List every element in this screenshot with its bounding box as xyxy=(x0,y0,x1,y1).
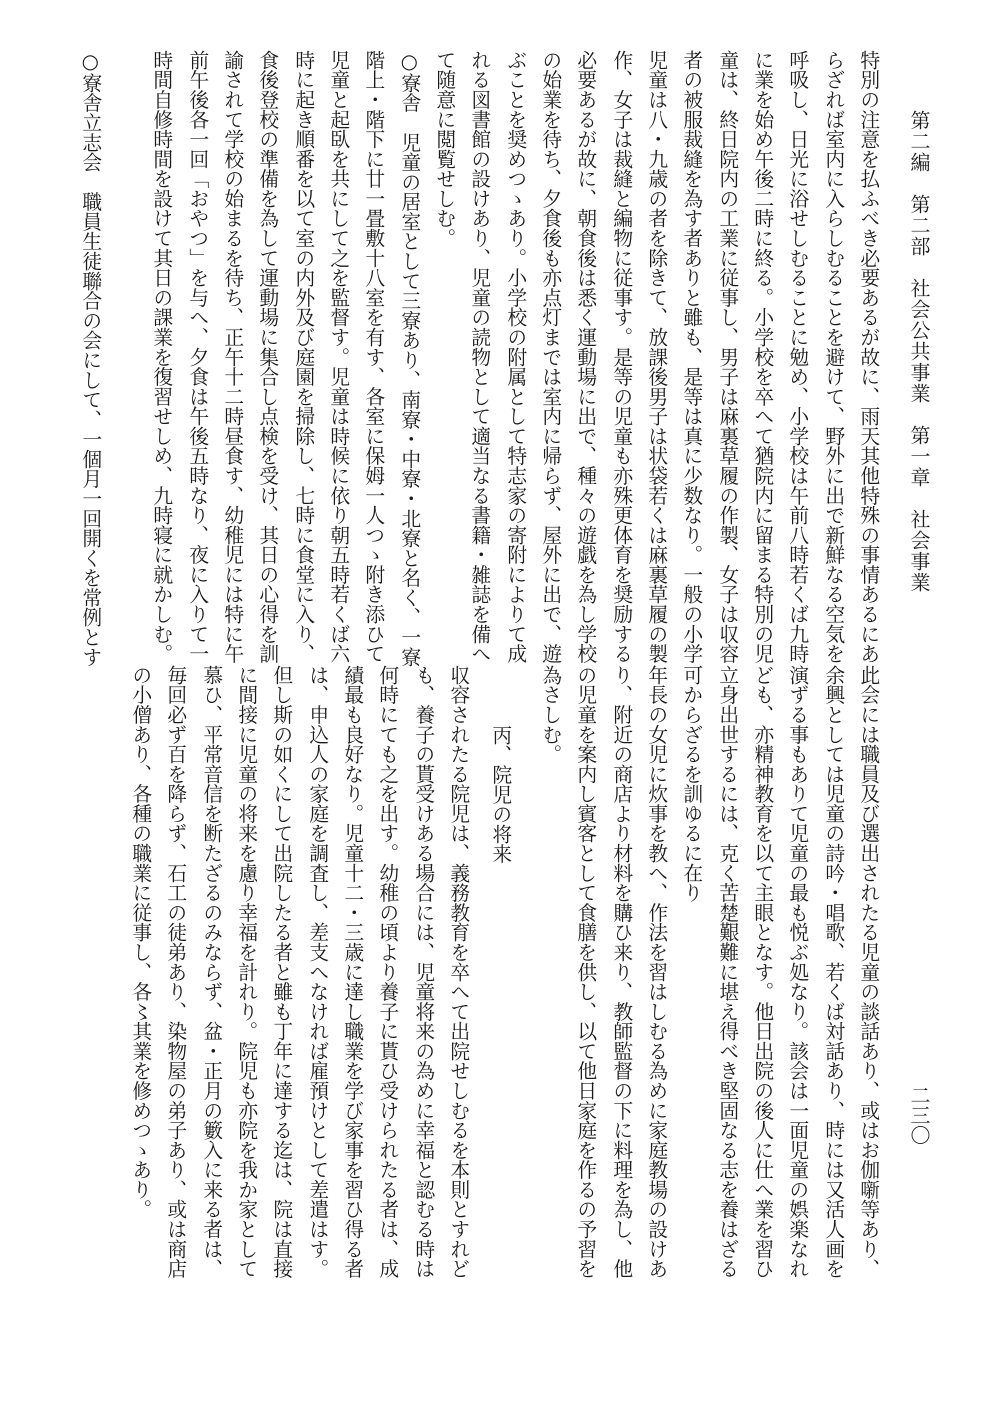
text-column: ども、亦精神教育を以て主眼となす。他日出院の後人に仕へ業を習ひ xyxy=(750,665,774,1279)
page-number: 二三〇 xyxy=(907,1085,931,1145)
text-column: 演ずる事もありて児童の最も悦ぶ処なり。該会は一面児童の娯楽なれ xyxy=(785,665,809,1279)
text-column: の始業を待ち、夕食後も亦点灯までは室内に帰らず、屋外に出で、遊 xyxy=(538,50,562,664)
text-column: て随意に閲覧せしむ。 xyxy=(432,50,456,248)
text-column: 食後登校の準備を為して運動場に集合し点検を受け、其日の心得を訓 xyxy=(255,50,279,664)
text-column: 呼吸し、日光に浴せしむることに勉め、小学校は午前八時若くば九時 xyxy=(785,50,809,664)
text-column: 前午後各一回「おやつ」を与へ、夕食は午後五時なり、夜に入りて一 xyxy=(185,50,209,664)
text-column: 童は、終日院内の工業に従事し、男子は麻裏草履の作製、女子は収容 xyxy=(715,50,739,664)
text-column: 作、女子は裁縫と編物に従事す。是等の児童も亦殊更体育を奨励する xyxy=(609,50,633,664)
text-column: ぶことを奨めつゝあり。小学校の附属として特志家の寄附によりて成 xyxy=(503,50,527,664)
text-column: に業を始め午後二時に終る。小学校を卒へて猶院内に留まる特別の児 xyxy=(750,50,774,664)
text-column: り、附近の商店より材料を購ひ来り、教師監督の下に料理を為し、他 xyxy=(609,665,633,1279)
text-column: 但し斯の如くにして出院したる者と雖も丁年に達する迄は、院は直接 xyxy=(269,665,293,1279)
text-column: 児童と起臥を共にして之を監督す。児童は時候に依り朝五時若くば六 xyxy=(326,50,350,664)
text-column: 児童は八・九歳の者を除きて、放課後男子は状袋若くは麻裏草履の製 xyxy=(644,50,668,664)
text-column: 此会には職員及び選出されたる児童の談話あり、或はお伽噺等あり、 xyxy=(856,665,880,1279)
text-column: 何時にても之を出す。幼稚の頃より養子に貰ひ受けられたる者は、成 xyxy=(375,665,399,1279)
text-column: 者の被服裁縫を為す者ありと雖も、是等は真に少数なり。一般の小学 xyxy=(679,50,703,664)
text-column: に間接に児童の将来を慮り幸福を計れり。院児も亦院を我か家として xyxy=(234,665,258,1279)
text-column: れる図書館の設けあり、児童の読物として適当なる書籍・雑誌を備へ xyxy=(467,50,491,664)
text-column: も、養子の貰受けある場合には、児童将来の為めに幸福と認むる時は xyxy=(411,665,435,1279)
text-column: 時間自修時間を設けて其日の課業を復習せしめ、九時寝に就かしむ。 xyxy=(149,50,173,664)
text-column: 収容されたる院児は、義務教育を卒へて出院せしむるを本則とすれど xyxy=(446,665,470,1279)
text-column: 慕ひ、平常音信を断たざるのみならず、盆・正月の籔入に来る者は、 xyxy=(199,665,223,1279)
text-column: 諭されて学校の始まるを待ち、正午十二時昼食す、幼稚児には特に午 xyxy=(220,50,244,664)
running-head: 第二編 第二部 社会公共事業 第一章 社会事業 xyxy=(907,110,931,593)
text-column: 績最も良好なり。児童十二・三歳に達し職業を学び家事を習ひ得る者 xyxy=(340,665,364,1279)
text-column: 階上・階下に廿一畳敷十八室を有す、各室に保姆一人つゝ附き添ひて xyxy=(361,50,385,664)
text-column: 時に起き順番を以て室の内外及び庭園を掃除し、七時に食堂に入り、 xyxy=(291,50,315,664)
text-column: 必要あるが故に、朝食後は悉く運動場に出で、種々の遊戯を為し学校 xyxy=(573,50,597,664)
text-column: 年長の女児に炊事を教へ、作法を習はしむる為めに家庭教場の設けあ xyxy=(644,665,668,1279)
text-column: の児童を案内し賓客として食膳を供し、以て他日家庭を作るの予習を xyxy=(573,665,597,1279)
text-column: らざれば室内に入らしむることを避けて、野外に出で新鮮なる空気を xyxy=(821,50,845,664)
text-column: 毎回必ず百を降らず、石工の徒弟あり、染物屋の弟子あり、或は商店 xyxy=(163,665,187,1279)
subsection-heading: 丙、院児の将来 xyxy=(488,725,512,864)
text-column: 為さしむ。 xyxy=(538,665,562,764)
text-column: 立身出世するには、克く苦楚艱難に堪え得べき堅固なる志を養はざる xyxy=(715,665,739,1279)
section-heading-column: ○寮舎立志会 職員生徒聯合の会にして、一個月一回開くを常例とす xyxy=(78,50,102,667)
section-heading-column: ○寮舎 児童の居室として三寮あり、南寮・中寮・北寮と名く、一寮 xyxy=(397,50,421,667)
text-column: 可からざるを訓ゆるに在り xyxy=(679,665,703,903)
text-column: は、申込人の家庭を調査し、差支へなければ雇預けとして差遣はす。 xyxy=(305,665,329,1279)
text-column: 特別の注意を払ふべき必要あるが故に、雨天其他特殊の事情あるにあ xyxy=(856,50,880,664)
text-column: 余興としては児童の詩吟・唱歌、若くば対話あり、時には又活人画を xyxy=(821,665,845,1279)
text-column: の小僧あり、各種の職業に従事し、各〻其業を修めつゝあり。 xyxy=(128,665,152,1220)
